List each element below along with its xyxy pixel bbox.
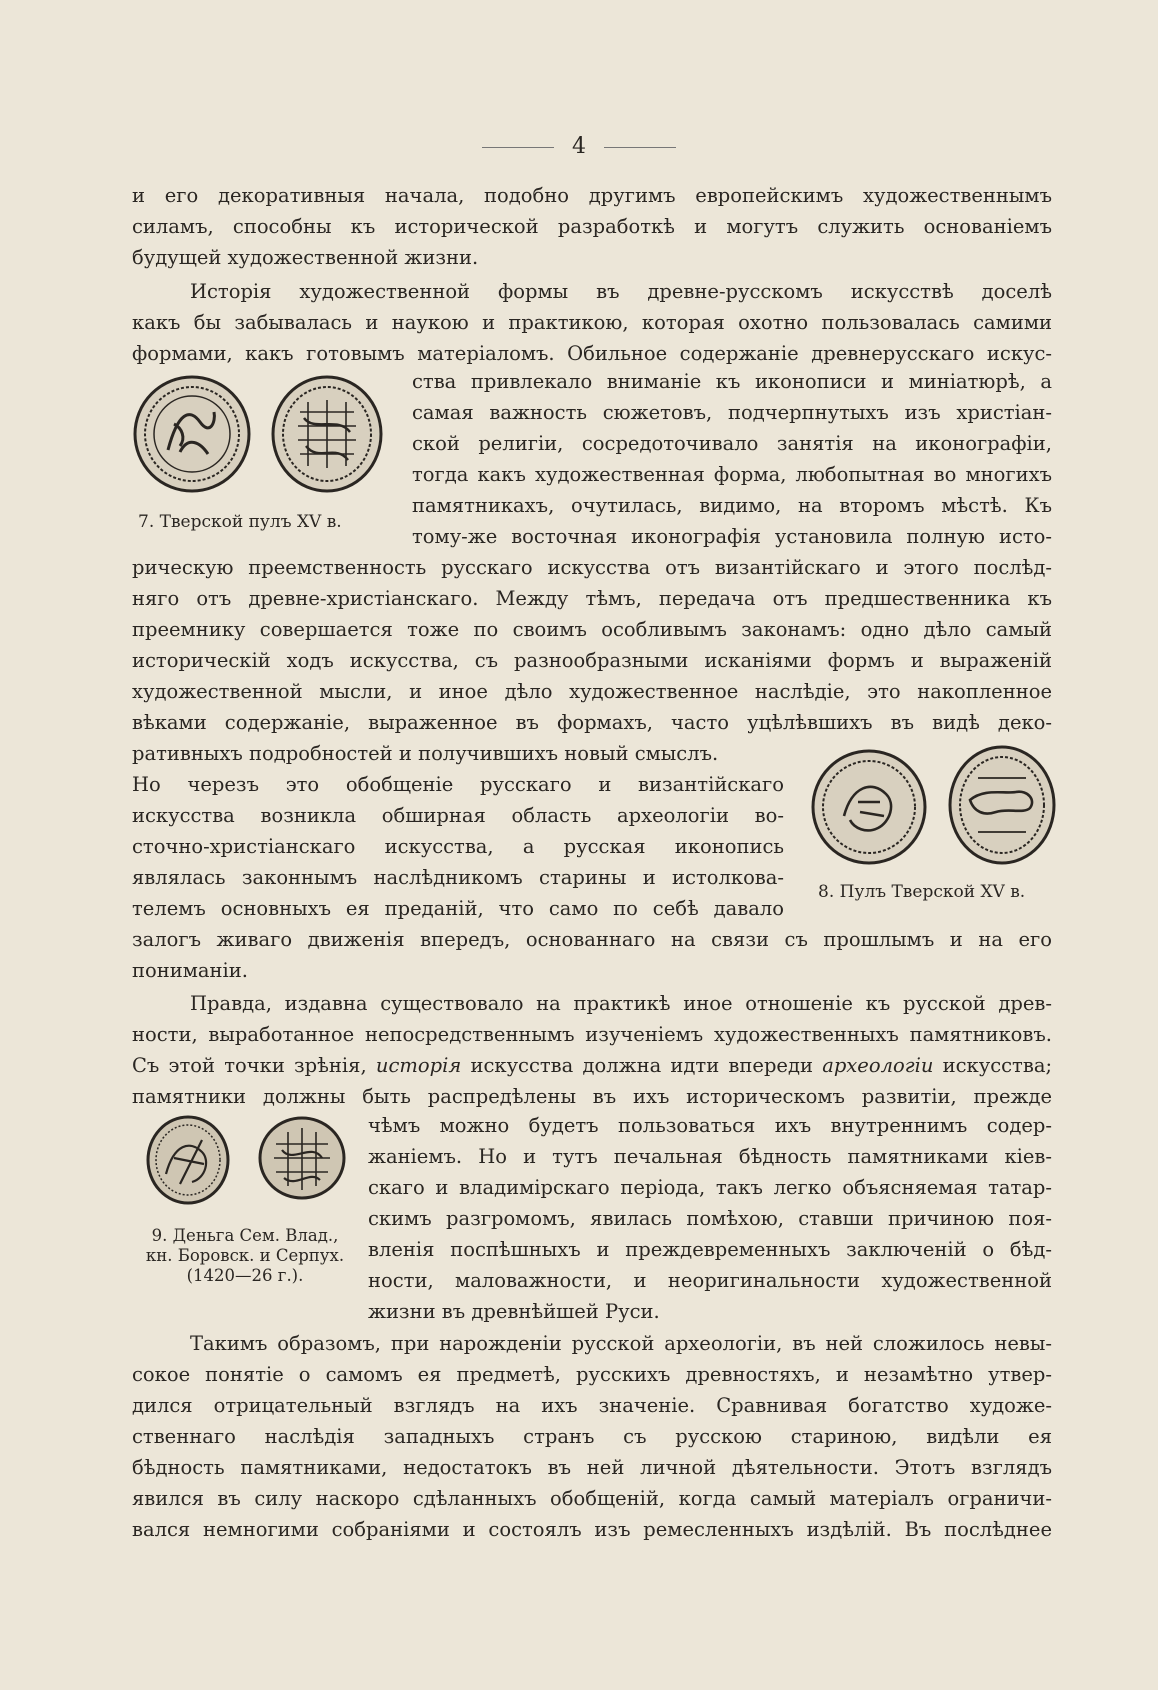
- text-line: и его декоративныя начала, подобно другимъ европейскимъ художественнымъ: [132, 184, 1052, 207]
- text-line: сокое понятіе о самомъ ея предметѣ, русскихъ древностяхъ, и незамѣтно утвер-: [132, 1363, 1052, 1386]
- italic-term-archaeology: археологіи: [822, 1054, 934, 1077]
- text-line: вѣками содержаніе, выраженное въ формахъ, часто уцѣлѣвшихъ въ видѣ деко-: [132, 711, 1052, 734]
- text-line: памятникахъ, очутилась, видимо, на второмъ мѣстѣ. Къ: [412, 494, 1052, 517]
- text-line: ской религіи, сосредоточивало занятія на иконографіи,: [412, 432, 1052, 455]
- text-line: являлась законнымъ наслѣдникомъ старины и истолкова-: [132, 866, 784, 889]
- text-span: искусства;: [942, 1054, 1052, 1077]
- text-line: Исторія художественной формы въ древне-русскомъ искусствѣ доселѣ: [190, 280, 1052, 303]
- text-line: пониманіи.: [132, 959, 248, 982]
- coin-9-obverse-illustration: [144, 1114, 232, 1206]
- text-line: ства привлекало вниманіе къ иконописи и миніатюрѣ, а: [412, 370, 1052, 393]
- text-line: сточно-христіанскаго искусства, а русская иконопись: [132, 835, 784, 858]
- text-line: художественной мысли, и иное дѣло художественное наслѣдіе, это накопленное: [132, 680, 1052, 703]
- figure-9-caption: [134, 1226, 356, 1286]
- text-line: преемнику совершается тоже по своимъ особливымъ законамъ: одно дѣло самый: [132, 618, 1052, 641]
- text-line: какъ бы забывалась и наукою и практикою, которая охотно пользовалась самими: [132, 311, 1052, 334]
- text-line: жизни въ древнѣйшей Руси.: [368, 1300, 660, 1323]
- text-line: историческій ходъ искусства, съ разнообразными исканіями формъ и выраженій: [132, 649, 1052, 672]
- text-line: скимъ разгромомъ, явилась помѣхою, ставши причиною поя-: [368, 1207, 1052, 1230]
- figure-8-caption: 8. Пулъ Тверской XV в.: [818, 882, 1026, 902]
- text-line: тому-же восточная иконографія установила полную исто-: [412, 525, 1052, 548]
- paragraph-3: [132, 988, 1052, 1112]
- coin-8-reverse-illustration: [944, 742, 1060, 868]
- coin-8-obverse-illustration: [808, 746, 930, 868]
- text-line: Но черезъ это обобщеніе русскаго и византійскаго: [132, 773, 784, 796]
- text-line: Такимъ образомъ, при нарожденіи русской археологіи, въ ней сложилось невы-: [190, 1332, 1052, 1355]
- figure-9-caption-line: 9. Деньга Сем. Влад.,: [151, 1226, 339, 1245]
- figure-9-caption-line: (1420—26 г.).: [186, 1266, 304, 1285]
- coin-7-reverse-illustration: [268, 372, 386, 496]
- paragraph-2: [132, 276, 1052, 369]
- text-span: Съ этой точки зрѣнія,: [132, 1054, 367, 1077]
- text-line: тогда какъ художественная форма, любопытная во многихъ: [412, 463, 1052, 486]
- italic-term-history: исторія: [375, 1054, 462, 1077]
- paragraph-2-wrap-b: [132, 738, 784, 924]
- text-line: няго отъ древне-христіанскаго. Между тѣмъ, передача отъ предшественника къ: [132, 587, 1052, 610]
- text-line: памятники должны быть распредѣлены въ ихъ историческомъ развитіи, прежде: [132, 1085, 1052, 1108]
- text-line: вленія поспѣшныхъ и преждевременныхъ заключеній о бѣд-: [368, 1238, 1052, 1261]
- coin-9-reverse-illustration: [256, 1114, 348, 1202]
- text-line: залогъ живаго движенія впередъ, основаннаго на связи съ прошлымъ и на его: [132, 928, 1052, 951]
- text-line: жаніемъ. Но и тутъ печальная бѣдность памятниками кіев-: [368, 1145, 1052, 1168]
- header-rule-left: [482, 147, 554, 148]
- text-line: явился въ силу наскоро сдѣланныхъ обобщеній, когда самый матеріалъ ограничи-: [132, 1487, 1052, 1510]
- text-line: ности, маловажности, и неоригинальности художественной: [368, 1269, 1052, 1292]
- header-rule-right: [604, 147, 676, 148]
- text-line: вался немногими собраніями и состоялъ изъ ремесленныхъ издѣлій. Въ послѣднее: [132, 1518, 1052, 1541]
- text-line: дился отрицательный взглядъ на ихъ значеніе. Сравнивая богатство художе-: [132, 1394, 1052, 1417]
- text-line: чѣмъ можно будетъ пользоваться ихъ внутреннимъ содер-: [368, 1114, 1052, 1137]
- paragraph-3-wrap: [368, 1110, 1052, 1327]
- text-line: ности, выработанное непосредственнымъ изученіемъ художественныхъ памятниковъ.: [132, 1023, 1052, 1046]
- text-line: силамъ, способны къ исторической разработкѣ и могутъ служить основаніемъ: [132, 215, 1052, 238]
- figure-9-caption-line: кн. Боровск. и Серпух.: [145, 1246, 345, 1265]
- text-line: ративныхъ подробностей и получившихъ новый смыслъ.: [132, 742, 719, 765]
- coin-7-obverse-illustration: [130, 372, 254, 496]
- text-line: самая важность сюжетовъ, подчерпнутыхъ изъ христіан-: [412, 401, 1052, 424]
- paragraph-4: [132, 1328, 1052, 1545]
- page-number: [0, 134, 1158, 159]
- text-line: скаго и владимірскаго періода, такъ легко объясняемая татар-: [368, 1176, 1052, 1199]
- text-line: телемъ основныхъ ея преданій, что само по себѣ давало: [132, 897, 784, 920]
- paragraph-2-middle: [132, 552, 1052, 738]
- text-line: искусства возникла обширная область археологіи во-: [132, 804, 784, 827]
- text-line: бѣдность памятниками, недостатокъ въ ней личной дѣятельности. Этотъ взглядъ: [132, 1456, 1052, 1479]
- text-line: ственнаго наслѣдія западныхъ странъ съ русскою стариною, видѣли ея: [132, 1425, 1052, 1448]
- text-line: Правда, издавна существовало на практикѣ иное отношеніе къ русской древ-: [190, 992, 1052, 1015]
- text-line: рическую преемственность русскаго искусства отъ византійскаго и этого послѣд-: [132, 556, 1052, 579]
- paragraph-2-wrap-a: [412, 366, 1052, 552]
- text-span: искусства должна идти впереди: [470, 1054, 813, 1077]
- page-number-text: 4: [572, 134, 586, 159]
- text-line-with-italics: [132, 1050, 1052, 1081]
- paragraph-2-end: [132, 924, 1052, 986]
- paragraph-1: [132, 180, 1052, 273]
- text-line: будущей художественной жизни.: [132, 246, 479, 269]
- figure-7-caption: 7. Тверской пулъ XV в.: [138, 512, 342, 532]
- text-line: формами, какъ готовымъ матеріаломъ. Обильное содержаніе древнерусскаго искус-: [132, 342, 1052, 365]
